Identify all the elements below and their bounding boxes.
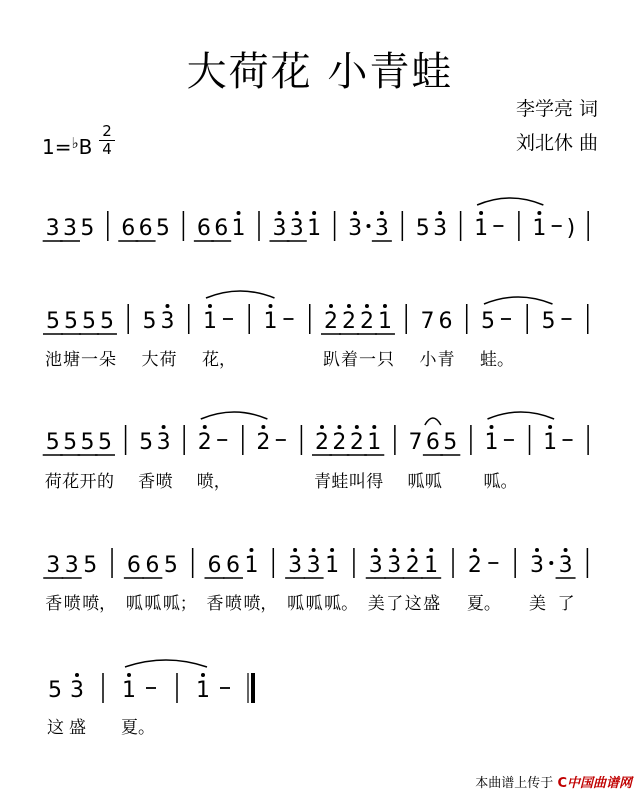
lyric-char: 叫 — [348, 472, 366, 492]
high-octave-dot — [237, 211, 241, 215]
lyric-char: 开 — [79, 472, 97, 492]
high-octave-dot — [329, 304, 333, 308]
lyric-char: 喷， — [196, 472, 231, 492]
note: 2 — [197, 430, 212, 455]
note: 6 — [214, 216, 229, 241]
note: 1 — [367, 430, 382, 455]
high-octave-dot — [312, 548, 316, 552]
note: 3 — [368, 553, 383, 578]
high-octave-dot — [312, 211, 316, 215]
note: 3 — [156, 430, 171, 455]
tie-arc — [125, 660, 207, 667]
note: 1 — [231, 216, 246, 241]
lyric-char: 喷， — [243, 594, 278, 614]
lyric-char: 呱 — [125, 594, 143, 614]
note: 1 — [377, 309, 392, 334]
note: 1 — [202, 309, 217, 334]
note: 5 — [45, 309, 60, 334]
note: 2 — [256, 430, 271, 455]
high-octave-dot — [429, 548, 433, 552]
lyric-char: 呱 — [407, 472, 425, 492]
tie-arc — [206, 291, 275, 298]
note: 3 — [306, 553, 321, 578]
note: 3 — [46, 553, 61, 578]
note: 6 — [438, 309, 453, 334]
lyric-char: 青 — [314, 472, 331, 492]
note: 7 — [420, 309, 435, 334]
lyric-char: 呱。 — [483, 472, 518, 492]
note: 6 — [425, 430, 440, 455]
note: 5 — [63, 309, 78, 334]
lyric-char: 美 — [529, 594, 547, 614]
lyric-char: 喷， — [82, 594, 117, 614]
note: 6 — [196, 216, 211, 241]
high-octave-dot — [489, 425, 493, 429]
lyric-char: 了 — [557, 594, 575, 614]
lyric-char: 青 — [437, 350, 455, 370]
high-octave-dot — [277, 211, 281, 215]
lyric-char: 夏。 — [121, 718, 155, 738]
tie-arc — [477, 198, 543, 205]
lyric-char: 呱 — [424, 472, 442, 492]
note: 5 — [80, 430, 95, 455]
footer-prefix: 本曲谱上传于 — [475, 776, 554, 791]
note: 6 — [121, 216, 136, 241]
high-octave-dot — [203, 425, 207, 429]
note: 5 — [45, 430, 60, 455]
note: 3 — [374, 216, 389, 241]
note: 7 — [408, 430, 423, 455]
note: 1 — [474, 216, 489, 241]
high-octave-dot — [337, 425, 341, 429]
time-signature-top: 2 — [102, 122, 112, 140]
high-octave-dot — [392, 548, 396, 552]
note: 3 — [272, 216, 287, 241]
note: 3 — [387, 553, 402, 578]
note: 2 — [359, 309, 374, 334]
note: 3 — [64, 553, 79, 578]
note: 3 — [70, 678, 84, 703]
high-octave-dot — [365, 304, 369, 308]
augmentation-dot — [366, 224, 370, 228]
note: 2 — [341, 309, 356, 334]
note: 2 — [332, 430, 347, 455]
high-octave-dot — [411, 548, 415, 552]
lyric-char: 呱 — [305, 594, 323, 614]
note: 6 — [207, 553, 222, 578]
note: 2 — [315, 430, 329, 455]
high-octave-dot — [548, 425, 552, 429]
tie-arc — [484, 297, 553, 304]
lyric-char: 夏。 — [466, 594, 501, 614]
high-octave-dot — [165, 304, 169, 308]
key-prefix: 1= — [42, 135, 72, 159]
high-octave-dot — [249, 548, 253, 552]
lyric-char: 喷 — [155, 472, 173, 492]
time-signature-bottom: 4 — [102, 140, 112, 158]
high-octave-dot — [438, 211, 442, 215]
lyric-char: 花， — [201, 350, 236, 370]
composer-credit: 刘北休 曲 — [516, 132, 599, 154]
lyric-char: 香 — [45, 594, 63, 614]
high-octave-dot — [162, 425, 166, 429]
augmentation-dot — [549, 561, 553, 565]
note: 3 — [289, 216, 304, 241]
fermata-arc — [425, 418, 441, 425]
high-octave-dot — [537, 211, 541, 215]
high-octave-dot — [295, 211, 299, 215]
lyric-char: 大 — [141, 350, 159, 370]
note: 6 — [138, 216, 153, 241]
lyric-char: 只 — [376, 350, 394, 370]
high-octave-dot — [479, 211, 483, 215]
close-paren: ) — [566, 216, 576, 241]
note: 5 — [480, 309, 495, 334]
note: 2 — [349, 430, 364, 455]
note: 1 — [484, 430, 499, 455]
lyric-char: 香 — [206, 594, 224, 614]
lyric-char: 盛 — [423, 594, 441, 614]
note: 1 — [532, 216, 547, 241]
note: 5 — [83, 553, 98, 578]
note: 5 — [97, 430, 112, 455]
note: 5 — [63, 430, 78, 455]
note: 3 — [288, 553, 303, 578]
note: 3 — [45, 216, 60, 241]
note: 1 — [424, 553, 439, 578]
note: 2 — [467, 553, 482, 578]
note: 5 — [80, 216, 95, 241]
note: 1 — [307, 216, 322, 241]
high-octave-dot — [201, 673, 205, 677]
high-octave-dot — [330, 548, 334, 552]
lyric-char: 美 — [367, 594, 385, 614]
note: 3 — [558, 553, 573, 578]
note: 5 — [48, 678, 62, 703]
key-note: B — [78, 135, 93, 159]
note: 3 — [62, 216, 77, 241]
lyric-char: 塘 — [62, 350, 80, 370]
note: 6 — [126, 553, 141, 578]
lyric-char: 一 — [358, 350, 376, 370]
lyric-char: 一 — [80, 350, 98, 370]
note: 5 — [163, 553, 178, 578]
note: 1 — [122, 678, 136, 703]
lyric-char: 的 — [96, 472, 114, 492]
lyric-char: 朵 — [98, 350, 116, 370]
high-octave-dot — [383, 304, 387, 308]
note: 5 — [443, 430, 458, 455]
high-octave-dot — [374, 548, 378, 552]
high-octave-dot — [380, 211, 384, 215]
lyric-char: 池 — [44, 350, 62, 370]
lyric-char: 呱。 — [324, 594, 359, 614]
note: 5 — [541, 309, 556, 334]
high-octave-dot — [353, 211, 357, 215]
high-octave-dot — [347, 304, 351, 308]
high-octave-dot — [127, 673, 131, 677]
note: 1 — [196, 678, 210, 703]
lyric-char: 得 — [366, 472, 384, 492]
lyric-char: 这 — [47, 718, 64, 738]
note: 5 — [99, 309, 114, 334]
lyric-char: 小 — [419, 350, 437, 370]
note: 6 — [145, 553, 160, 578]
lyric-char: 喷 — [224, 594, 242, 614]
high-octave-dot — [75, 673, 79, 677]
note: 1 — [244, 553, 259, 578]
lyric-char: 盛 — [69, 718, 86, 738]
lyric-char: 荷 — [44, 472, 62, 492]
high-octave-dot — [473, 548, 477, 552]
lyric-char: 趴 — [322, 350, 340, 370]
lyric-char: 这 — [404, 594, 422, 614]
flat-symbol: ♭ — [71, 134, 79, 152]
note: 5 — [142, 309, 157, 334]
high-octave-dot — [293, 548, 297, 552]
lyric-char: 着 — [340, 350, 358, 370]
lyric-char: 呱 — [144, 594, 162, 614]
lyric-char: 了 — [386, 594, 404, 614]
source-footer — [475, 772, 632, 791]
note: 3 — [433, 216, 448, 241]
high-octave-dot — [320, 425, 324, 429]
high-octave-dot — [355, 425, 359, 429]
note: 6 — [225, 553, 240, 578]
lyric-char: 蛙。 — [479, 350, 514, 370]
site-logo-icon: C — [557, 776, 567, 791]
lyric-char: 喷 — [63, 594, 81, 614]
song-title: 大荷花 小青蛙 — [186, 49, 454, 95]
note: 5 — [155, 216, 170, 241]
site-brand: 中国曲谱网 — [566, 776, 632, 791]
note: 2 — [405, 553, 420, 578]
note: 2 — [323, 309, 338, 334]
note: 3 — [160, 309, 175, 334]
tie-arc — [201, 412, 268, 419]
lyricist-credit: 李学亮 词 — [516, 98, 599, 120]
note: 5 — [81, 309, 96, 334]
note: 3 — [530, 553, 545, 578]
high-octave-dot — [564, 548, 568, 552]
note: 1 — [325, 553, 340, 578]
lyric-char: 荷 — [159, 350, 177, 370]
note: 1 — [543, 430, 558, 455]
note: 5 — [415, 216, 430, 241]
lyric-char: 香 — [138, 472, 156, 492]
high-octave-dot — [535, 548, 539, 552]
note: 1 — [263, 309, 278, 334]
tie-arc — [487, 412, 554, 419]
high-octave-dot — [261, 425, 265, 429]
lyric-char: 花 — [62, 472, 80, 492]
note: 3 — [348, 216, 363, 241]
note: 5 — [139, 430, 154, 455]
high-octave-dot — [208, 304, 212, 308]
lyric-char: 呱； — [162, 594, 197, 614]
lyric-char: 呱 — [287, 594, 305, 614]
lyric-char: 蛙 — [331, 472, 349, 492]
high-octave-dot — [372, 425, 376, 429]
high-octave-dot — [268, 304, 272, 308]
